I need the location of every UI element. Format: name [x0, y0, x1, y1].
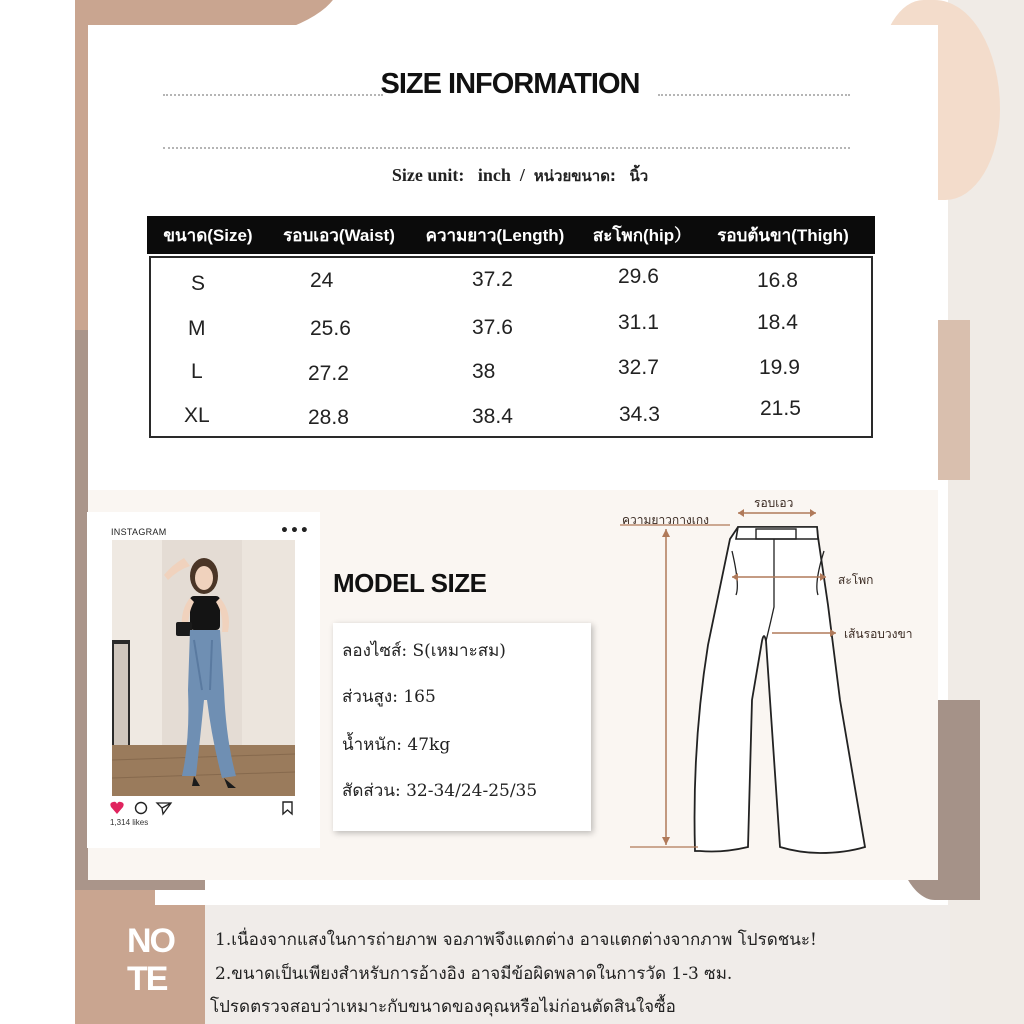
- table-cell: 16.8: [757, 269, 798, 292]
- instagram-label: INSTAGRAM: [111, 527, 167, 537]
- waist-label: รอบเอว: [754, 496, 794, 510]
- heart-icon: [110, 802, 123, 814]
- table-cell: 37.6: [472, 316, 513, 339]
- table-cell: 29.6: [618, 265, 659, 288]
- column-header-size: ขนาด(Size): [163, 225, 253, 245]
- table-cell: 38.4: [472, 405, 513, 428]
- column-header-hip: สะโพก(hip）: [592, 226, 692, 245]
- more-options-icon[interactable]: •••: [280, 523, 310, 539]
- table-cell: 38: [472, 360, 496, 383]
- comment-icon: [136, 803, 147, 814]
- note-badge-top: NO: [127, 922, 174, 960]
- model-weight: น้ำหนัก: 47kg: [342, 735, 451, 755]
- table-cell: 27.2: [308, 362, 349, 385]
- note-line-3: โปรดตรวจสอบว่าเหมาะกับขนาดของคุณหรือไม่ก่อนตัดสินใจซื้อ: [210, 997, 676, 1017]
- bookmark-icon: [283, 802, 292, 814]
- dotted-divider: [163, 147, 850, 149]
- model-try-size: ลองไซส์: S(เหมาะสม): [342, 641, 506, 661]
- pants-diagram: [620, 495, 950, 865]
- column-header-length: ความยาว(Length): [425, 225, 565, 245]
- table-cell: 31.1: [618, 311, 659, 334]
- note-badge: [75, 905, 205, 1024]
- unit-separator: /: [519, 165, 525, 185]
- column-header-waist: รอบเอว(Waist): [283, 225, 395, 245]
- table-cell: 19.9: [759, 356, 800, 379]
- table-cell: 34.3: [619, 403, 660, 426]
- unit-label-th: หน่วยขนาด:: [533, 167, 616, 185]
- table-cell: M: [188, 317, 206, 340]
- note-badge-bottom: TE: [127, 960, 167, 998]
- dotted-divider: [658, 94, 850, 96]
- unit-value-th: นิ้ว: [629, 167, 649, 185]
- table-cell: 21.5: [760, 397, 801, 420]
- note-line-2: 2.ขนาดเป็นเพียงสำหรับการอ้างอิง อาจมีข้อผิดพลาดในการวัด 1-3 ซม.: [215, 964, 733, 984]
- note-line-1: 1.เนื่องจากแสงในการถ่ายภาพ จอภาพจึงแตกต่าง อาจแตกต่างจากภาพ โปรดชนะ!: [215, 930, 817, 950]
- hip-label: สะโพก: [838, 573, 874, 587]
- likes-count: 1,314 likes: [110, 818, 149, 827]
- column-header-thigh: รอบต้นขา(Thigh): [717, 225, 849, 245]
- table-cell: 18.4: [757, 311, 798, 334]
- model-photo-illustration: [112, 540, 295, 796]
- unit-value: inch: [477, 165, 511, 185]
- table-cell: S: [191, 272, 206, 295]
- model-proportions: สัดส่วน: 32-34/24-25/35: [342, 781, 538, 801]
- table-header: [147, 216, 875, 254]
- model-photo: [112, 540, 295, 796]
- table-cell: 24: [310, 269, 334, 292]
- table-cell: 37.2: [472, 268, 513, 291]
- length-label: ความยาวกางเกง: [622, 513, 710, 527]
- instagram-action-bar: [110, 800, 300, 816]
- table-cell: 32.7: [618, 356, 659, 379]
- unit-label: Size unit:: [391, 165, 465, 185]
- thigh-label: เส้นรอบวงขา: [844, 627, 913, 641]
- size-unit-line: [340, 164, 700, 188]
- share-icon: [157, 803, 171, 814]
- table-cell: L: [191, 360, 203, 383]
- page-title: SIZE INFORMATION: [380, 68, 640, 100]
- model-size-title: MODEL SIZE: [333, 568, 487, 598]
- table-cell: XL: [184, 404, 210, 427]
- model-height: ส่วนสูง: 165: [342, 687, 436, 707]
- table-cell: 25.6: [310, 317, 351, 340]
- table-cell: 28.8: [308, 406, 349, 429]
